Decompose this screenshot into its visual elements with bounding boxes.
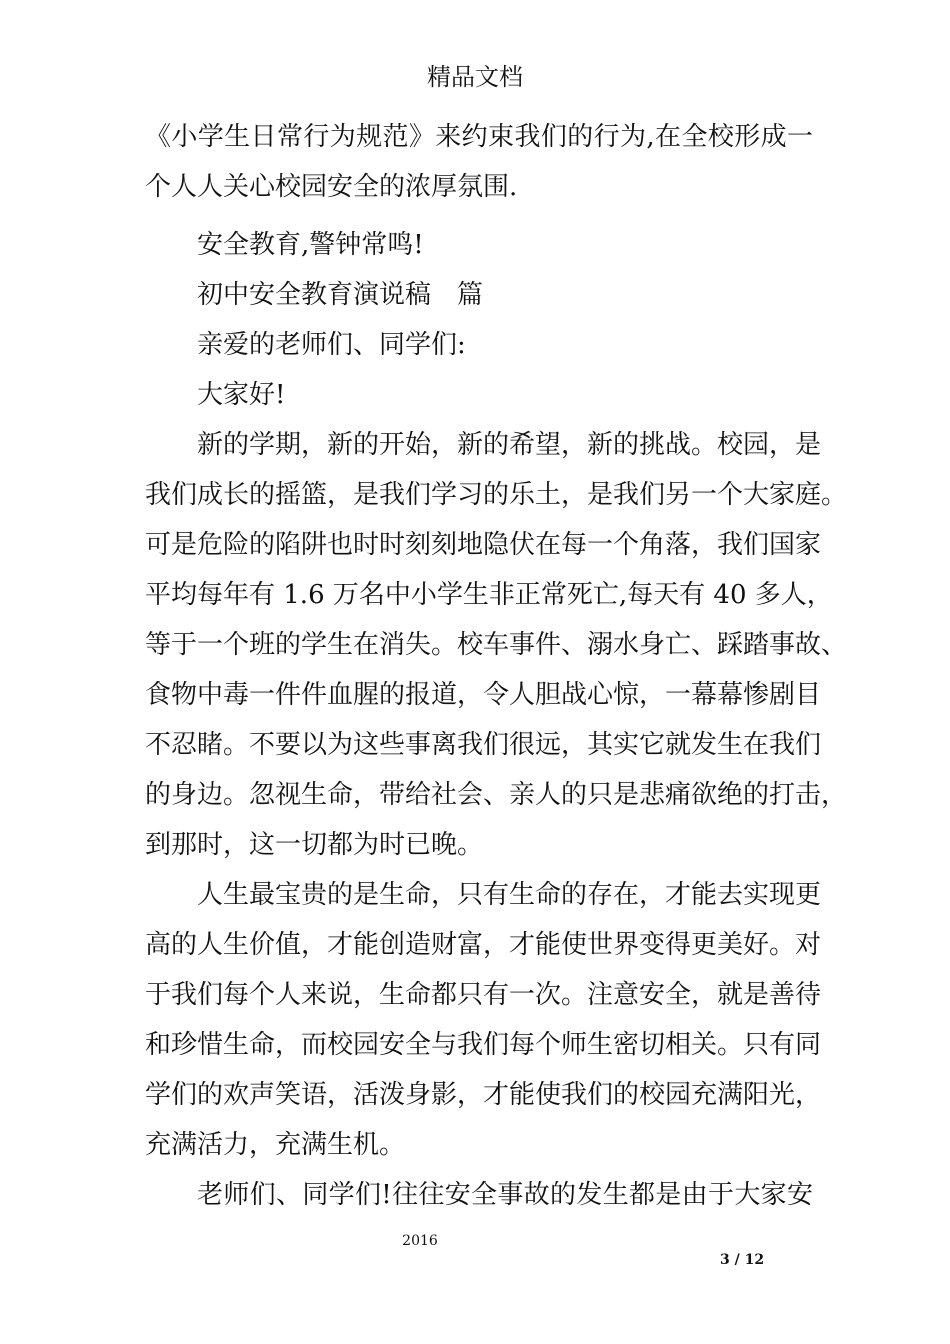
text-line: 新的学期，新的开始，新的希望，新的挑战。校园，是 — [197, 430, 822, 460]
text-line: 安全教育,警钟常鸣! — [197, 230, 424, 260]
document-body — [145, 112, 848, 1220]
text-line: 我们成长的摇篮，是我们学习的乐土，是我们另一个大家庭。 — [145, 480, 848, 510]
text-line: 人生最宝贵的是生命，只有生命的存在，才能去实现更 — [197, 880, 822, 910]
text-line: 充满活力，充满生机。 — [145, 1130, 406, 1160]
text-line: 学们的欢声笑语，活泼身影，才能使我们的校园充满阳光， — [145, 1080, 822, 1110]
text-line: 的身边。忽视生命，带给社会、亲人的只是悲痛欲绝的打击， — [145, 780, 848, 810]
text-line: 可是危险的陷阱也时时刻刻地隐伏在每一个角落，我们国家 — [145, 530, 822, 560]
text-line: 大家好! — [197, 380, 286, 410]
text-line: 平均每年有 1.6 万名中小学生非正常死亡,每天有 40 多人， — [145, 580, 833, 610]
text-line: 食物中毒一件件血腥的报道，令人胆战心惊，一幕幕惨剧目 — [145, 680, 822, 710]
text-line: 高的人生价值，才能创造财富，才能使世界变得更美好。对 — [145, 930, 822, 960]
page-header-title: 精品文档 — [427, 63, 523, 91]
text-line: 到那时，这一切都为时已晚。 — [145, 830, 484, 860]
text-line: 亲爱的老师们、同学们: — [197, 330, 466, 360]
page-number: 3 / 12 — [720, 1252, 765, 1268]
text-line: 和珍惜生命，而校园安全与我们每个师生密切相关。只有同 — [145, 1030, 822, 1060]
section-title: 初中安全教育演说稿 篇 — [197, 280, 484, 310]
text-line: 个人人关心校园安全的浓厚氛围. — [145, 172, 518, 202]
text-line: 等于一个班的学生在消失。校车事件、溺水身亡、踩踏事故、 — [145, 630, 848, 660]
footer-year: 2016 — [402, 1233, 438, 1249]
text-line: 老师们、同学们!往往安全事故的发生都是由于大家安 — [197, 1180, 813, 1210]
text-line: 于我们每个人来说，生命都只有一次。注意安全，就是善待 — [145, 980, 822, 1010]
text-line: 《小学生日常行为规范》来约束我们的行为,在全校形成一 — [145, 122, 813, 152]
text-line: 不忍睹。不要以为这些事离我们很远，其实它就发生在我们 — [145, 730, 822, 760]
